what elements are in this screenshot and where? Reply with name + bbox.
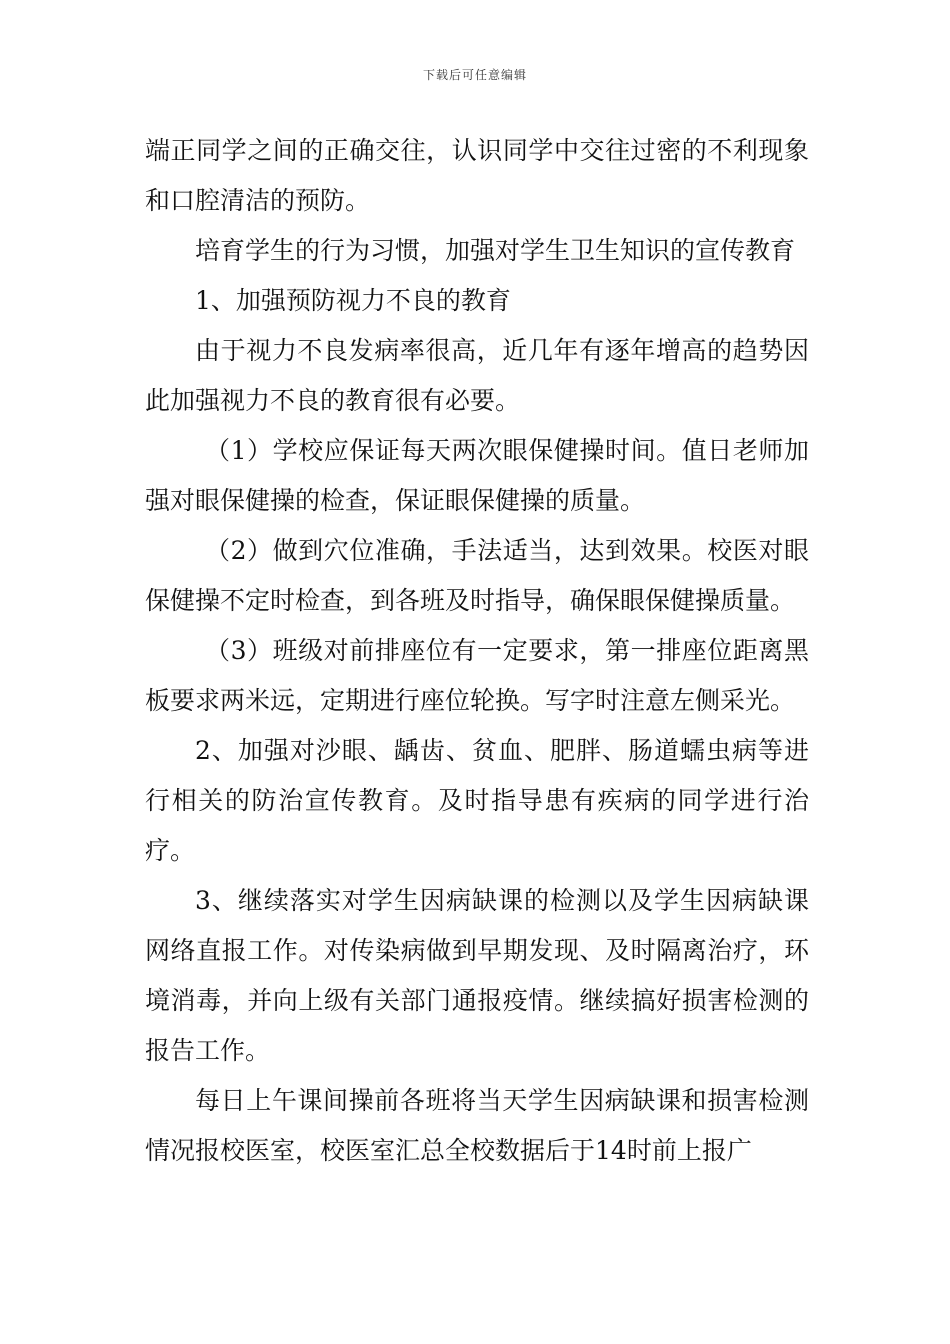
- paragraph-3-heading: 1、加强预防视力不良的教育: [195, 286, 511, 315]
- paragraph-7-item-3: （3）班级对前排座位有一定要求，第一排座位距离黑板要求两米远，定期进行座位轮换。写字时注意左侧采光。: [145, 636, 809, 715]
- paragraph-4: 由于视力不良发病率很高，近几年有逐年增高的趋势因此加强视力不良的教育很有必要。: [145, 336, 809, 415]
- paragraph-9-heading-3: 3、继续落实对学生因病缺课的检测以及学生因病缺课网络直报工作。对传染病做到早期发现、及时隔离治疗，环境消毒，并向上级有关部门通报疫情。继续搞好损害检测的报告工作。: [145, 886, 809, 1065]
- page-header-note: 下载后可任意编辑: [422, 68, 527, 82]
- paragraph-2: 培育学生的行为习惯，加强对学生卫生知识的宣传教育: [195, 236, 796, 265]
- paragraph-10: 每日上午课间操前各班将当天学生因病缺课和损害检测情况报校医室，校医室汇总全校数据后于14时前上报广: [145, 1086, 809, 1165]
- paragraph-8-heading-2: 2、加强对沙眼、龋齿、贫血、肥胖、肠道蠕虫病等进行相关的防治宣传教育。及时指导患有疾病的同学进行治疗。: [145, 736, 809, 865]
- body-text: [145, 126, 809, 1176]
- paragraph-6-item-2: （2）做到穴位准确，手法适当，达到效果。校医对眼保健操不定时检查，到各班及时指导，确保眼保健操质量。: [145, 536, 809, 615]
- paragraph-1: 端正同学之间的正确交往，认识同学中交往过密的不利现象和口腔清洁的预防。: [145, 136, 809, 215]
- paragraph-5-item-1: （1）学校应保证每天两次眼保健操时间。值日老师加强对眼保健操的检查，保证眼保健操的质量。: [145, 436, 809, 515]
